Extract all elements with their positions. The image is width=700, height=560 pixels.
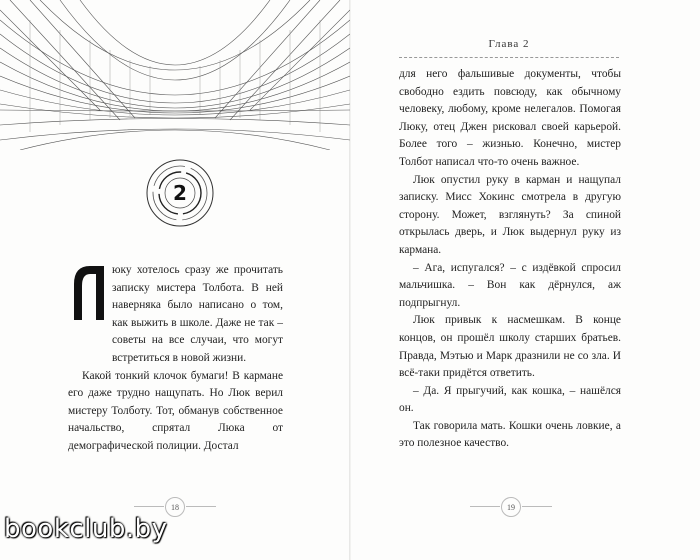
- right-page: [351, 0, 700, 560]
- chapter-illustration: [0, 0, 350, 150]
- paragraph: юку хотелось сразу же прочитать записку мистера Толбота. В ней наверняка было написано о том, как выжить в школе. Даже не так – советы на все случаи, что могут встретиться в новой жизни.: [112, 264, 283, 364]
- running-head: Глава 2: [488, 38, 530, 50]
- paragraph: – Ага, испугался? – с издёвкой спросил мальчишка. – Вон как дёрнулся, аж подпрыгнул.: [399, 261, 621, 309]
- paragraph: для него фальшивые документы, чтобы свободно ездить повсюду, как обычному человеку, любому, кроме нелегалов. Помогая Люку, отец Джен рисковал своей карьерой. Более того – жизнью. Конечно, мистер Толбот написал что-то очень важное.: [399, 68, 621, 168]
- paragraph: – Да. Я прыгучий, как кошка, – нашёлся он.: [399, 384, 621, 415]
- right-page-text: [399, 66, 621, 453]
- page-number: 19: [496, 498, 526, 516]
- paragraph: Люк опустил руку в карман и нащупал записку. Мисс Хокинс смотрела в другую сторону. Может, взглянуть? За спиной открылась дверь, и Люк выдернул руку из кармана.: [399, 173, 621, 256]
- paragraph: Люк привык к насмешкам. В конце концов, он прошёл школу старших братьев. Правда, Мэтью и Марк дразнили не со зла. И всё-таки придётся ответить.: [399, 314, 621, 380]
- paragraph: Так говорила мать. Кошки очень ловкие, а это полезное качество.: [399, 419, 621, 450]
- running-head-rule: [399, 57, 619, 58]
- left-page-text: [68, 262, 283, 456]
- chapter-number: 2: [173, 181, 187, 205]
- paragraph: Какой тонкий клочок бумаги! В кармане его даже трудно нащупать. Но Люк верил мистеру Толботу. Тот, обманув собственное начальство, спрятал Люка от демографической полиции. Достал: [68, 369, 283, 452]
- chapter-emblem: [145, 158, 215, 228]
- page-number: 18: [160, 498, 190, 516]
- watermark: bookclub.by: [4, 514, 168, 544]
